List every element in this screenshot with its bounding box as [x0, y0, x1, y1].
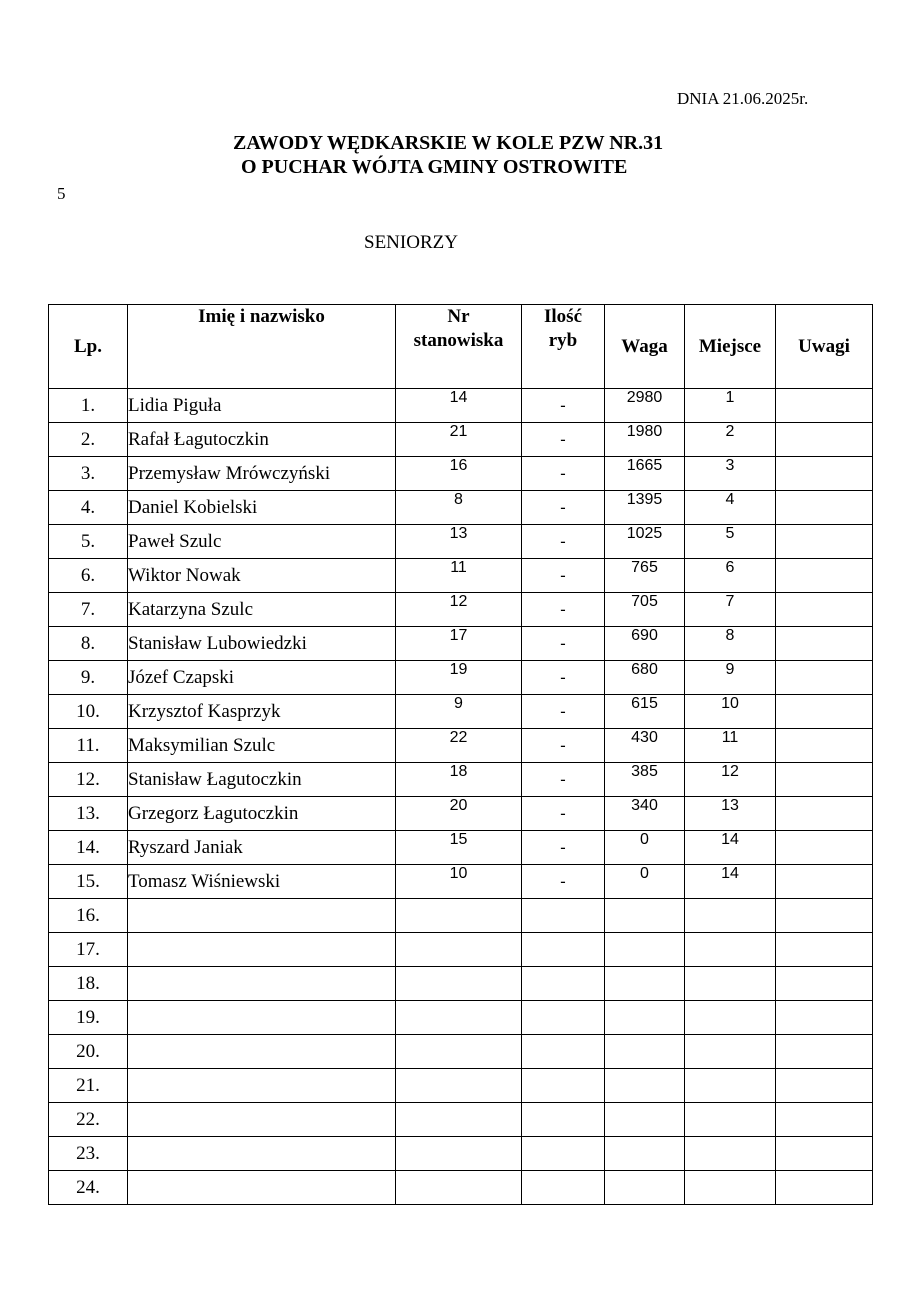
table-row — [49, 457, 873, 491]
header-station-line-1: Nr — [447, 306, 470, 327]
cell-lp: 18. — [49, 967, 128, 1001]
cell-weight: 385 — [605, 763, 685, 797]
header-name: Imię i nazwisko — [128, 305, 396, 389]
cell-name: Stanisław Lubowiedzki — [128, 627, 396, 661]
cell-place: 12 — [685, 763, 776, 797]
document-date: DNIA 21.06.2025r. — [677, 89, 809, 108]
cell-weight: 680 — [605, 661, 685, 695]
cell-weight: 340 — [605, 797, 685, 831]
cell-place — [685, 1171, 776, 1205]
cell-name: Rafał Łagutoczkin — [128, 423, 396, 457]
cell-weight: 1395 — [605, 491, 685, 525]
cell-lp: 9. — [49, 661, 128, 695]
cell-weight: 430 — [605, 729, 685, 763]
cell-name — [128, 1171, 396, 1205]
cell-lp: 4. — [49, 491, 128, 525]
cell-fish-count: - — [522, 627, 605, 661]
cell-name: Tomasz Wiśniewski — [128, 865, 396, 899]
cell-name: Wiktor Nowak — [128, 559, 396, 593]
header-fish-line-2: ryb — [548, 330, 578, 351]
cell-name: Krzysztof Kasprzyk — [128, 695, 396, 729]
cell-fish-count: - — [522, 491, 605, 525]
cell-name: Lidia Piguła — [128, 389, 396, 423]
cell-lp: 11. — [49, 729, 128, 763]
cell-lp: 15. — [49, 865, 128, 899]
cell-fish-count: - — [522, 457, 605, 491]
category-heading: SENIORZY — [364, 232, 458, 253]
cell-station — [396, 1069, 522, 1103]
cell-weight — [605, 1137, 685, 1171]
table-row — [49, 967, 873, 1001]
cell-notes — [776, 695, 873, 729]
cell-fish-count: - — [522, 797, 605, 831]
cell-name — [128, 933, 396, 967]
cell-station — [396, 1035, 522, 1069]
cell-weight: 615 — [605, 695, 685, 729]
cell-notes — [776, 423, 873, 457]
cell-place — [685, 899, 776, 933]
header-station-line-2: stanowiska — [413, 330, 504, 351]
cell-place: 14 — [685, 831, 776, 865]
cell-station: 11 — [396, 559, 522, 593]
table-row — [49, 1137, 873, 1171]
cell-station: 13 — [396, 525, 522, 559]
table-row — [49, 1035, 873, 1069]
cell-notes — [776, 763, 873, 797]
cell-fish-count — [522, 1035, 605, 1069]
cell-weight: 1665 — [605, 457, 685, 491]
cell-weight: 1980 — [605, 423, 685, 457]
cell-notes — [776, 457, 873, 491]
cell-notes — [776, 1103, 873, 1137]
cell-place — [685, 1035, 776, 1069]
cell-place: 4 — [685, 491, 776, 525]
cell-lp: 5. — [49, 525, 128, 559]
cell-notes — [776, 1035, 873, 1069]
cell-place — [685, 1001, 776, 1035]
cell-weight: 690 — [605, 627, 685, 661]
cell-fish-count: - — [522, 763, 605, 797]
table-row — [49, 423, 873, 457]
cell-place: 13 — [685, 797, 776, 831]
header-weight: Waga — [605, 305, 685, 389]
cell-fish-count — [522, 1171, 605, 1205]
cell-station: 10 — [396, 865, 522, 899]
cell-station: 20 — [396, 797, 522, 831]
cell-lp: 24. — [49, 1171, 128, 1205]
cell-weight — [605, 1103, 685, 1137]
cell-weight — [605, 1069, 685, 1103]
cell-place — [685, 1137, 776, 1171]
cell-weight — [605, 1035, 685, 1069]
cell-station — [396, 1171, 522, 1205]
cell-fish-count: - — [522, 389, 605, 423]
cell-notes — [776, 933, 873, 967]
cell-lp: 7. — [49, 593, 128, 627]
cell-place: 14 — [685, 865, 776, 899]
cell-station — [396, 1103, 522, 1137]
cell-place: 2 — [685, 423, 776, 457]
cell-station — [396, 933, 522, 967]
table-row — [49, 661, 873, 695]
header-station — [396, 305, 522, 389]
table-row — [49, 1069, 873, 1103]
table-row — [49, 1103, 873, 1137]
cell-notes — [776, 1171, 873, 1205]
cell-name: Ryszard Janiak — [128, 831, 396, 865]
cell-place: 11 — [685, 729, 776, 763]
cell-fish-count: - — [522, 831, 605, 865]
cell-place: 7 — [685, 593, 776, 627]
results-table — [48, 304, 873, 1205]
cell-weight: 0 — [605, 865, 685, 899]
cell-notes — [776, 899, 873, 933]
cell-notes — [776, 661, 873, 695]
cell-lp: 6. — [49, 559, 128, 593]
header-fish-line-1: Ilość — [544, 306, 582, 327]
cell-lp: 17. — [49, 933, 128, 967]
cell-station — [396, 1137, 522, 1171]
cell-notes — [776, 389, 873, 423]
cell-fish-count — [522, 1001, 605, 1035]
cell-station: 19 — [396, 661, 522, 695]
cell-notes — [776, 831, 873, 865]
table-row — [49, 865, 873, 899]
cell-place — [685, 933, 776, 967]
page-number: 5 — [57, 184, 66, 203]
cell-station: 21 — [396, 423, 522, 457]
cell-notes — [776, 525, 873, 559]
cell-station — [396, 899, 522, 933]
table-row — [49, 593, 873, 627]
cell-lp: 19. — [49, 1001, 128, 1035]
cell-name — [128, 1001, 396, 1035]
cell-notes — [776, 1069, 873, 1103]
cell-place — [685, 1069, 776, 1103]
table-row — [49, 899, 873, 933]
cell-station: 9 — [396, 695, 522, 729]
cell-notes — [776, 797, 873, 831]
cell-name: Katarzyna Szulc — [128, 593, 396, 627]
cell-fish-count — [522, 1137, 605, 1171]
cell-lp: 20. — [49, 1035, 128, 1069]
cell-name: Józef Czapski — [128, 661, 396, 695]
header-fish-count — [522, 305, 605, 389]
table-header-row — [49, 305, 873, 389]
table-row — [49, 389, 873, 423]
cell-lp: 8. — [49, 627, 128, 661]
cell-weight: 0 — [605, 831, 685, 865]
cell-notes — [776, 865, 873, 899]
cell-station: 14 — [396, 389, 522, 423]
cell-lp: 12. — [49, 763, 128, 797]
cell-place: 1 — [685, 389, 776, 423]
table-row — [49, 797, 873, 831]
title-line-1: ZAWODY WĘDKARSKIE W KOLE PZW NR.31 — [233, 132, 664, 154]
table-row — [49, 491, 873, 525]
cell-notes — [776, 729, 873, 763]
header-place: Miejsce — [685, 305, 776, 389]
cell-fish-count: - — [522, 865, 605, 899]
cell-weight: 765 — [605, 559, 685, 593]
cell-station: 12 — [396, 593, 522, 627]
cell-name — [128, 1069, 396, 1103]
cell-lp: 3. — [49, 457, 128, 491]
cell-notes — [776, 491, 873, 525]
cell-place — [685, 967, 776, 1001]
cell-station: 8 — [396, 491, 522, 525]
cell-weight — [605, 1001, 685, 1035]
cell-fish-count — [522, 933, 605, 967]
cell-weight: 1025 — [605, 525, 685, 559]
cell-notes — [776, 627, 873, 661]
cell-place: 9 — [685, 661, 776, 695]
cell-station: 16 — [396, 457, 522, 491]
cell-name: Maksymilian Szulc — [128, 729, 396, 763]
table-row — [49, 831, 873, 865]
title-line-2: O PUCHAR WÓJTA GMINY OSTROWITE — [241, 156, 628, 178]
cell-fish-count — [522, 899, 605, 933]
cell-notes — [776, 1137, 873, 1171]
cell-fish-count: - — [522, 423, 605, 457]
cell-weight — [605, 899, 685, 933]
cell-place — [685, 1103, 776, 1137]
cell-weight — [605, 1171, 685, 1205]
cell-lp: 2. — [49, 423, 128, 457]
cell-fish-count: - — [522, 695, 605, 729]
cell-name — [128, 1103, 396, 1137]
cell-fish-count — [522, 1103, 605, 1137]
table-body — [49, 389, 873, 1205]
cell-fish-count: - — [522, 593, 605, 627]
cell-lp: 16. — [49, 899, 128, 933]
cell-name — [128, 1137, 396, 1171]
table-row — [49, 1001, 873, 1035]
cell-place: 10 — [685, 695, 776, 729]
cell-notes — [776, 559, 873, 593]
cell-notes — [776, 1001, 873, 1035]
cell-fish-count: - — [522, 661, 605, 695]
cell-name: Grzegorz Łagutoczkin — [128, 797, 396, 831]
cell-fish-count — [522, 1069, 605, 1103]
cell-name: Paweł Szulc — [128, 525, 396, 559]
cell-lp: 21. — [49, 1069, 128, 1103]
cell-weight — [605, 967, 685, 1001]
cell-station: 22 — [396, 729, 522, 763]
cell-notes — [776, 967, 873, 1001]
table-row — [49, 525, 873, 559]
cell-name: Stanisław Łagutoczkin — [128, 763, 396, 797]
table-row — [49, 729, 873, 763]
cell-station: 18 — [396, 763, 522, 797]
cell-name — [128, 1035, 396, 1069]
cell-name: Daniel Kobielski — [128, 491, 396, 525]
cell-weight — [605, 933, 685, 967]
cell-notes — [776, 593, 873, 627]
cell-weight: 2980 — [605, 389, 685, 423]
cell-lp: 22. — [49, 1103, 128, 1137]
cell-place: 5 — [685, 525, 776, 559]
cell-lp: 10. — [49, 695, 128, 729]
header-lp: Lp. — [49, 305, 128, 389]
cell-weight: 705 — [605, 593, 685, 627]
cell-fish-count: - — [522, 729, 605, 763]
cell-name — [128, 967, 396, 1001]
table-row — [49, 627, 873, 661]
cell-name: Przemysław Mrówczyński — [128, 457, 396, 491]
cell-place: 6 — [685, 559, 776, 593]
cell-lp: 14. — [49, 831, 128, 865]
cell-lp: 13. — [49, 797, 128, 831]
table-row — [49, 1171, 873, 1205]
cell-fish-count: - — [522, 559, 605, 593]
cell-lp: 23. — [49, 1137, 128, 1171]
header-notes: Uwagi — [776, 305, 873, 389]
cell-place: 8 — [685, 627, 776, 661]
cell-lp: 1. — [49, 389, 128, 423]
table-row — [49, 695, 873, 729]
cell-station — [396, 967, 522, 1001]
cell-fish-count: - — [522, 525, 605, 559]
cell-place: 3 — [685, 457, 776, 491]
cell-fish-count — [522, 967, 605, 1001]
table-row — [49, 559, 873, 593]
table-row — [49, 763, 873, 797]
table-row — [49, 933, 873, 967]
cell-name — [128, 899, 396, 933]
cell-station: 17 — [396, 627, 522, 661]
cell-station: 15 — [396, 831, 522, 865]
cell-station — [396, 1001, 522, 1035]
